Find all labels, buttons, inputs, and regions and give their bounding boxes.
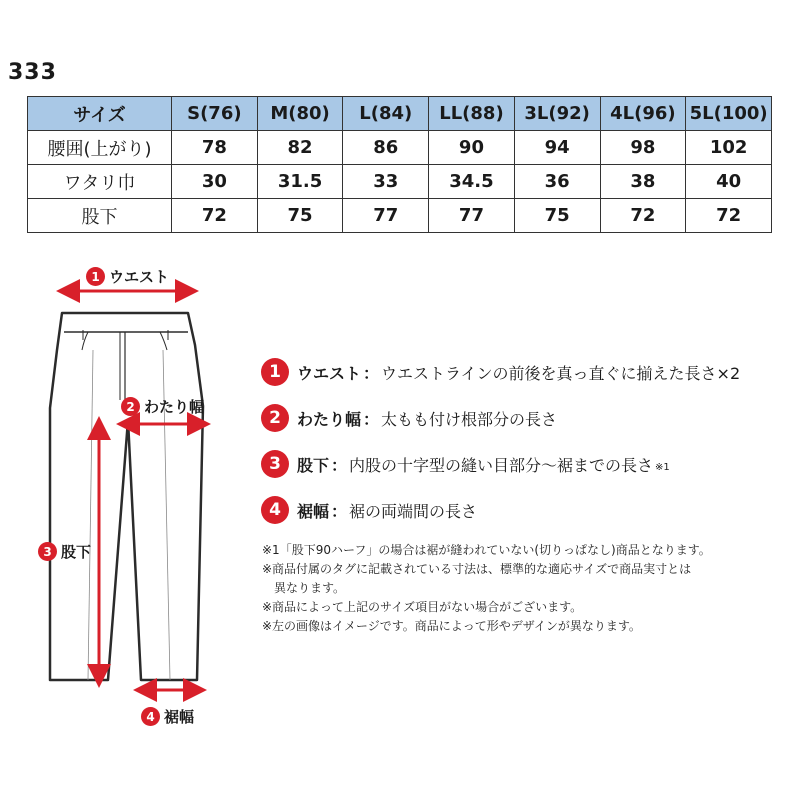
table-cell: 72 (172, 199, 258, 233)
size-col-header: S(76) (172, 97, 258, 131)
note-line: ※商品付属のタグに記載されている寸法は、標準的な適応サイズで商品実寸とは 異なります。 (262, 562, 692, 595)
table-cell: 98 (600, 131, 686, 165)
legend-separator: ： (331, 501, 348, 521)
table-cell: 94 (514, 131, 600, 165)
note-line: ※左の画像はイメージです。商品によって形やデザインが異なります。 (262, 619, 641, 633)
legend-description: ウエストラインの前後を真っ直ぐに揃えた長さ×2 (381, 363, 741, 383)
legend-footnote-mark: ※1 (655, 461, 670, 473)
legend-term: わたり幅 (297, 409, 362, 429)
legend-term: ウエスト (297, 363, 362, 383)
table-cell: 72 (686, 199, 772, 233)
size-col-header: M(80) (257, 97, 343, 131)
row-label: ワタリ巾 (28, 165, 172, 199)
diagram-label-thigh (121, 396, 204, 417)
diagram-label-text: 股下 (61, 543, 92, 561)
table-cell: 31.5 (257, 165, 343, 199)
table-cell: 86 (343, 131, 429, 165)
note-line: ※商品によって上記のサイズ項目がない場合がございます。 (262, 600, 583, 614)
badge-2: 2 (261, 404, 289, 432)
table-cell: 77 (343, 199, 429, 233)
badge-3: 3 (38, 542, 57, 561)
table-cell: 38 (600, 165, 686, 199)
diagram-label-waist (86, 266, 169, 287)
badge-1: 1 (86, 267, 105, 286)
size-col-header: L(84) (343, 97, 429, 131)
legend-item (261, 358, 740, 386)
notes (262, 541, 782, 636)
legend-description: 内股の十字型の縫い目部分～裾までの長さ (349, 455, 654, 475)
table-cell: 75 (514, 199, 600, 233)
legend-separator: ： (331, 455, 348, 475)
size-col-header: 4L(96) (600, 97, 686, 131)
badge-1: 1 (261, 358, 289, 386)
badge-2: 2 (121, 397, 140, 416)
diagram-label-hem (141, 706, 194, 727)
table-cell: 82 (257, 131, 343, 165)
note-line: ※1「股下90ハーフ」の場合は裾が縫われていない(切りっぱなし)商品となります。 (262, 543, 711, 557)
badge-4: 4 (141, 707, 160, 726)
table-cell: 102 (686, 131, 772, 165)
table-cell: 72 (600, 199, 686, 233)
legend-separator: ： (363, 409, 380, 429)
table-cell: 36 (514, 165, 600, 199)
badge-4: 4 (261, 496, 289, 524)
table-cell: 75 (257, 199, 343, 233)
legend-item (261, 496, 477, 524)
table-cell: 40 (686, 165, 772, 199)
diagram-label-text: わたり幅 (144, 398, 205, 416)
row-label: 股下 (28, 199, 172, 233)
badge-3: 3 (261, 450, 289, 478)
row-label: 腰囲(上がり) (28, 131, 172, 165)
legend-term: 裾幅 (297, 501, 330, 521)
legend-item (261, 450, 670, 478)
size-header-label: サイズ (28, 97, 172, 131)
diagram-label-text: 裾幅 (164, 708, 195, 726)
size-col-header: 3L(92) (514, 97, 600, 131)
size-col-header: LL(88) (429, 97, 515, 131)
model-number: 333 (8, 60, 57, 85)
legend-item (261, 404, 557, 432)
table-cell: 34.5 (429, 165, 515, 199)
table-cell: 30 (172, 165, 258, 199)
table-cell: 78 (172, 131, 258, 165)
legend-term: 股下 (297, 455, 330, 475)
legend-separator: ： (363, 363, 380, 383)
table-cell: 33 (343, 165, 429, 199)
legend-description: 裾の両端間の長さ (349, 501, 478, 521)
table-cell: 77 (429, 199, 515, 233)
table-cell: 90 (429, 131, 515, 165)
diagram-label-inseam (38, 541, 91, 562)
size-col-header: 5L(100) (686, 97, 772, 131)
legend-description: 太もも付け根部分の長さ (381, 409, 558, 429)
diagram-label-text: ウエスト (109, 268, 170, 286)
trousers-outline (50, 313, 203, 680)
